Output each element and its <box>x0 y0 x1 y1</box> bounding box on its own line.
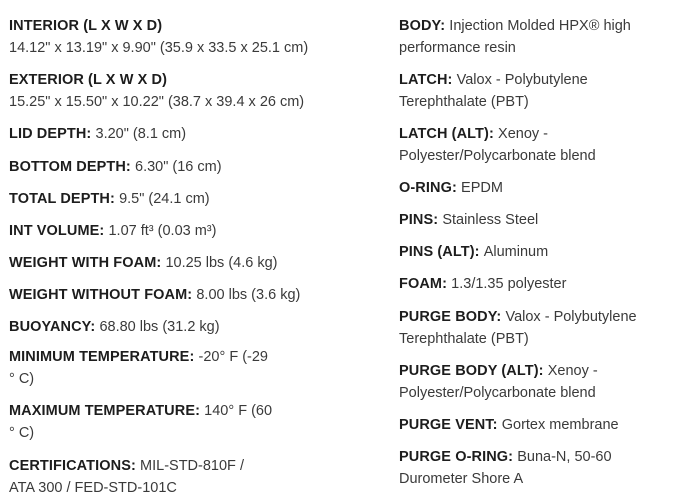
spec-label: BODY: <box>399 18 446 34</box>
spec-label: CERTIFICATIONS: <box>9 458 136 474</box>
spec-value: Valox - Polybutylene Terephthalate (PBT) <box>399 72 588 110</box>
spec-o-ring <box>399 177 674 199</box>
spec-label: LATCH: <box>399 72 453 88</box>
spec-value: Stainless Steel <box>442 212 539 228</box>
spec-label: PURGE O-RING: <box>399 449 514 465</box>
spec-value: Xenoy - Polyester/Polycarbonate blend <box>399 363 598 401</box>
spec-purge-body-alt <box>399 360 629 404</box>
spec-value: 14.12" x 13.19" x 9.90" (35.9 x 33.5 x 25.1 cm) <box>9 40 309 56</box>
spec-value: 140° F (60 ° C) <box>9 403 273 441</box>
spec-value: Valox - Polybutylene Terephthalate (PBT) <box>399 309 637 347</box>
spec-purge-vent <box>399 414 674 436</box>
spec-value: 10.25 lbs (4.6 kg) <box>165 255 278 271</box>
spec-label: INTERIOR (L X W X D) <box>9 18 163 34</box>
spec-pins-alt <box>399 241 674 263</box>
spec-value: 1.07 ft³ (0.03 m³) <box>108 223 217 239</box>
spec-value: 8.00 lbs (3.6 kg) <box>196 287 301 303</box>
spec-value: -20° F (-29 ° C) <box>9 349 268 387</box>
spec-pins <box>399 209 674 231</box>
spec-buoyancy <box>9 316 384 338</box>
spec-weight-with-foam <box>9 252 384 274</box>
spec-label: PINS: <box>399 212 439 228</box>
spec-purge-body <box>399 306 674 350</box>
spec-value: 68.80 lbs (31.2 kg) <box>99 319 220 335</box>
spec-certifications <box>9 455 271 499</box>
spec-exterior <box>9 69 384 113</box>
spec-interior <box>9 15 384 59</box>
spec-label: FOAM: <box>399 276 448 292</box>
spec-label: PURGE VENT: <box>399 417 498 433</box>
spec-label: PURGE BODY: <box>399 309 502 325</box>
spec-value: Aluminum <box>483 244 549 260</box>
spec-int-volume <box>9 220 384 242</box>
spec-value: Gortex membrane <box>501 417 619 433</box>
spec-label: MAXIMUM TEMPERATURE: <box>9 403 201 419</box>
spec-weight-without-foam <box>9 284 384 306</box>
spec-label: INT VOLUME: <box>9 223 105 239</box>
spec-latch <box>399 69 674 113</box>
spec-bottom-depth <box>9 156 384 178</box>
spec-label: PINS (ALT): <box>399 244 480 260</box>
spec-value: 15.25" x 15.50" x 10.22" (38.7 x 39.4 x 26 cm) <box>9 94 305 110</box>
spec-label: LID DEPTH: <box>9 126 92 142</box>
spec-label: LATCH (ALT): <box>399 126 494 142</box>
spec-min-temp <box>9 346 274 390</box>
spec-max-temp <box>9 400 274 444</box>
spec-label: BOTTOM DEPTH: <box>9 159 131 175</box>
spec-value: 1.3/1.35 polyester <box>451 276 567 292</box>
spec-label: PURGE BODY (ALT): <box>399 363 544 379</box>
spec-label: O-RING: <box>399 180 457 196</box>
spec-foam <box>399 273 674 295</box>
spec-latch-alt <box>399 123 629 167</box>
spec-total-depth <box>9 188 384 210</box>
spec-lid-depth <box>9 123 384 145</box>
spec-value: 3.20" (8.1 cm) <box>95 126 187 142</box>
spec-label: TOTAL DEPTH: <box>9 191 115 207</box>
spec-value: EPDM <box>461 180 503 196</box>
spec-purge-o-ring <box>399 446 644 490</box>
spec-label: WEIGHT WITHOUT FOAM: <box>9 287 193 303</box>
spec-value: Injection Molded HPX® high performance resin <box>399 18 631 56</box>
spec-label: MINIMUM TEMPERATURE: <box>9 349 195 365</box>
spec-value: 9.5" (24.1 cm) <box>119 191 210 207</box>
spec-value: 6.30" (16 cm) <box>135 159 222 175</box>
spec-label: EXTERIOR (L X W X D) <box>9 72 168 88</box>
spec-value: Xenoy - Polyester/Polycarbonate blend <box>399 126 596 164</box>
spec-value: MIL-STD-810F / ATA 300 / FED-STD-101C <box>9 458 244 496</box>
spec-label: BUOYANCY: <box>9 319 96 335</box>
spec-value: Buna-N, 50-60 Durometer Shore A <box>399 449 612 487</box>
spec-body <box>399 15 674 59</box>
spec-label: WEIGHT WITH FOAM: <box>9 255 162 271</box>
